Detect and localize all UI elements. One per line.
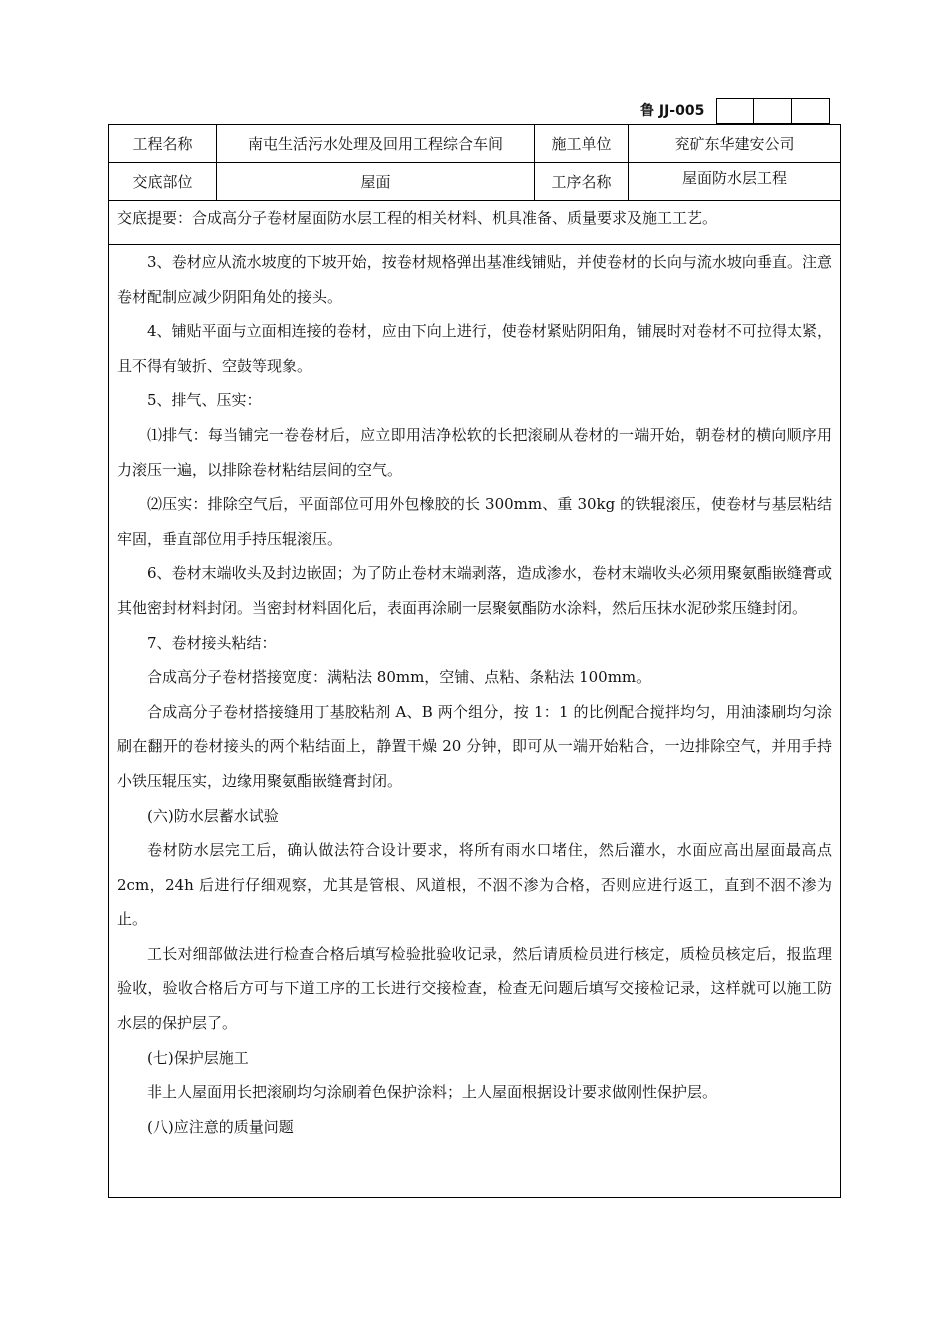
paragraph: 工长对细部做法进行检查合格后填写检验批验收记录，然后请质检员进行核定，质检员核定后，报监理验收，验收合格后方可与下道工序的工长进行交接检查，检查无问题后填写交接检记录，这样就可以施工防水层的保护层了。 xyxy=(117,944,832,1033)
paragraph: 5、排气、压实： xyxy=(147,391,262,410)
paragraph: 非上人屋面用长把滚刷均匀涂刷着色保护涂料；上人屋面根据设计要求做刚性保护层。 xyxy=(147,1083,718,1102)
location-label: 交底部位 xyxy=(109,163,217,200)
disclosure-body xyxy=(109,245,840,1144)
contractor-value: 兖矿东华建安公司 xyxy=(674,135,795,153)
process-label: 工序名称 xyxy=(535,163,629,200)
paragraph: (七)保护层施工 xyxy=(147,1048,249,1067)
paragraph: ⑴排气：每当铺完一卷卷材后，应立即用洁净松软的长把滚刷从卷材的一端开始，朝卷材的横向顺序用力滚压一遍，以排除卷材粘结层间的空气。 xyxy=(117,425,832,479)
form-code-row xyxy=(640,98,830,124)
paragraph: (八)应注意的质量问题 xyxy=(147,1117,294,1136)
paragraph: 卷材防水层完工后，确认做法符合设计要求，将所有雨水口堵住，然后灌水，水面应高出屋面最高点 2cm，24h 后进行仔细观察，尤其是管根、风道根，不洇不渗为合格，否则应进行返工，直到不洇不渗为止。 xyxy=(117,841,832,929)
paragraph: ⑵压实：排除空气后，平面部位可用外包橡胶的长 300mm、重 30kg 的铁辊滚压，使卷材与基层粘结牢固，垂直部位用手持压辊滚压。 xyxy=(117,495,832,548)
location-value: 屋面 xyxy=(217,163,535,200)
paragraph: 7、卷材接头粘结： xyxy=(147,633,277,652)
disclosure-form xyxy=(108,124,841,1198)
project-name-label: 工程名称 xyxy=(109,125,217,162)
code-box xyxy=(792,98,830,124)
paragraph: 4、铺贴平面与立面相连接的卷材，应由下向上进行，使卷材紧贴阴阳角，铺展时对卷材不可拉得太紧，且不得有皱折、空鼓等现象。 xyxy=(117,322,832,375)
code-box xyxy=(754,98,792,124)
paragraph: 合成高分子卷材搭接缝用丁基胶粘剂 A、B 两个组分，按 1：1 的比例配合搅拌均匀，用油漆刷均匀涂刷在翻开的卷材接头的两个粘结面上，静置干燥 20 分钟，即可从一端开始粘合，一边排除空气，并用手持小铁压辊压实，边缘用聚氨酯嵌缝膏封闭。 xyxy=(117,702,832,790)
disclosure-summary: 交底提要：合成高分子卷材屋面防水层工程的相关材料、机具准备、质量要求及施工工艺。 xyxy=(109,201,840,245)
paragraph: 6、卷材末端收头及封边嵌固；为了防止卷材末端剥落，造成渗水，卷材末端收头必须用聚氨酯嵌缝膏或其他密封材料封闭。当密封材料固化后，表面再涂刷一层聚氨酯防水涂料，然后压抹水泥砂浆压缝封闭。 xyxy=(117,564,832,617)
process-value: 屋面防水层工程 xyxy=(681,169,787,187)
header-row-project xyxy=(109,125,840,163)
project-name-value: 南屯生活污水处理及回用工程综合车间 xyxy=(217,125,535,162)
paragraph: 合成高分子卷材搭接宽度：满粘法 80mm，空铺、点粘、条粘法 100mm。 xyxy=(147,668,652,687)
paragraph: 3、卷材应从流水坡度的下坡开始，按卷材规格弹出基准线铺贴，并使卷材的长向与流水坡向垂直。注意卷材配制应减少阴阳角处的接头。 xyxy=(117,253,832,306)
paragraph: (六)防水层蓄水试验 xyxy=(147,806,279,825)
header-row-location xyxy=(109,163,840,201)
code-box xyxy=(716,98,754,124)
contractor-label: 施工单位 xyxy=(535,125,629,162)
form-code: 鲁 JJ-005 xyxy=(640,103,705,119)
